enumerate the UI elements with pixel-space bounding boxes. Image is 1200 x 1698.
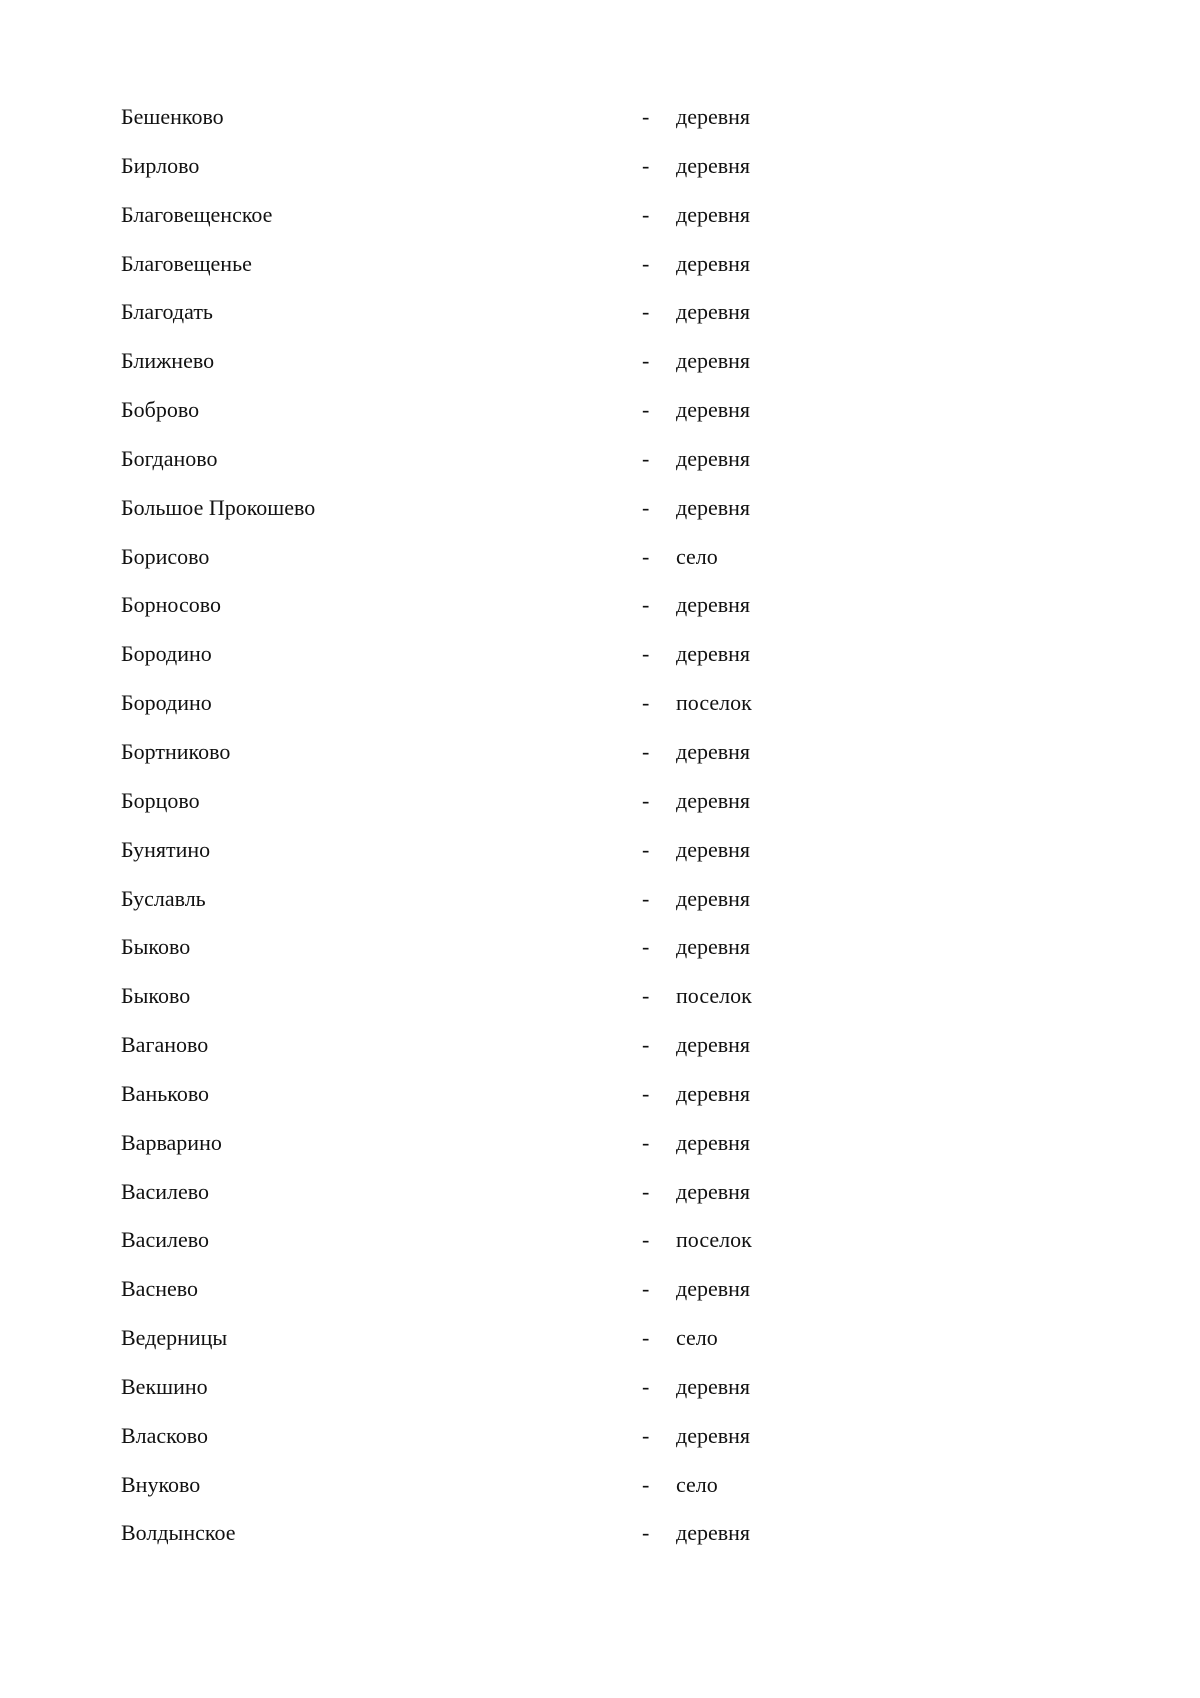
list-item <box>0 397 1200 446</box>
separator-dash: - <box>642 299 650 325</box>
separator-dash: - <box>642 690 650 716</box>
settlement-type: деревня <box>676 1129 751 1155</box>
settlement-type: деревня <box>676 152 751 178</box>
separator-dash: - <box>642 1227 650 1253</box>
settlement-name: Векшино <box>121 1373 208 1399</box>
settlement-type: деревня <box>676 787 751 813</box>
settlement-name: Василево <box>121 1227 209 1253</box>
list-item <box>0 446 1200 495</box>
separator-dash: - <box>642 1032 650 1058</box>
settlement-name: Богданово <box>121 445 218 471</box>
settlement-type: деревня <box>676 1373 751 1399</box>
separator-dash: - <box>642 1471 650 1497</box>
settlement-name: Волдынское <box>121 1520 236 1546</box>
settlement-name: Буславль <box>121 885 206 911</box>
settlement-type: деревня <box>676 1276 751 1302</box>
separator-dash: - <box>642 1422 650 1448</box>
settlement-type: село <box>676 543 718 569</box>
list-item <box>0 739 1200 788</box>
separator-dash: - <box>642 397 650 423</box>
separator-dash: - <box>642 1178 650 1204</box>
settlement-type: деревня <box>676 738 751 764</box>
settlement-type: деревня <box>676 1178 751 1204</box>
separator-dash: - <box>642 1129 650 1155</box>
list-item <box>0 495 1200 544</box>
settlement-name: Ближнево <box>121 348 215 374</box>
settlement-name: Варварино <box>121 1129 222 1155</box>
separator-dash: - <box>642 885 650 911</box>
settlement-name: Благовещенье <box>121 250 252 276</box>
settlement-type: село <box>676 1471 718 1497</box>
settlement-type: деревня <box>676 1080 751 1106</box>
separator-dash: - <box>642 1080 650 1106</box>
settlement-name: Ваганово <box>121 1032 209 1058</box>
separator-dash: - <box>642 250 650 276</box>
settlement-name: Борцово <box>121 787 200 813</box>
list-item <box>0 1472 1200 1521</box>
settlement-type: село <box>676 1325 718 1351</box>
settlement-type: деревня <box>676 885 751 911</box>
settlement-type: деревня <box>676 348 751 374</box>
separator-dash: - <box>642 152 650 178</box>
settlement-type: деревня <box>676 201 751 227</box>
list-item <box>0 983 1200 1032</box>
separator-dash: - <box>642 836 650 862</box>
settlement-type: деревня <box>676 494 751 520</box>
settlement-type: деревня <box>676 1032 751 1058</box>
settlement-name: Благовещенское <box>121 201 273 227</box>
settlement-type: деревня <box>676 1422 751 1448</box>
list-item <box>0 592 1200 641</box>
settlement-type: деревня <box>676 445 751 471</box>
list-item <box>0 202 1200 251</box>
list-item <box>0 886 1200 935</box>
settlement-type: поселок <box>676 690 752 716</box>
settlement-name: Быково <box>121 934 191 960</box>
list-item <box>0 348 1200 397</box>
settlement-type: деревня <box>676 641 751 667</box>
list-item <box>0 1374 1200 1423</box>
separator-dash: - <box>642 738 650 764</box>
settlement-name: Бородино <box>121 641 212 667</box>
settlement-name: Бортниково <box>121 738 231 764</box>
settlement-name: Бородино <box>121 690 212 716</box>
settlement-name: Быково <box>121 983 191 1009</box>
list-item <box>0 153 1200 202</box>
separator-dash: - <box>642 787 650 813</box>
list-item <box>0 1130 1200 1179</box>
list-item <box>0 934 1200 983</box>
separator-dash: - <box>642 1520 650 1546</box>
settlement-name: Бешенково <box>121 104 224 129</box>
list-item <box>0 1179 1200 1228</box>
settlement-type: деревня <box>676 592 751 618</box>
settlement-name: Ведерницы <box>121 1325 228 1351</box>
settlement-type: поселок <box>676 983 752 1009</box>
separator-dash: - <box>642 641 650 667</box>
settlement-type: деревня <box>676 934 751 960</box>
settlement-type: деревня <box>676 104 751 129</box>
separator-dash: - <box>642 983 650 1009</box>
list-item <box>0 1227 1200 1276</box>
list-item <box>0 544 1200 593</box>
settlement-list <box>0 104 1200 1569</box>
settlement-name: Василево <box>121 1178 209 1204</box>
list-item <box>0 1081 1200 1130</box>
list-item <box>0 690 1200 739</box>
settlement-name: Ваньково <box>121 1080 210 1106</box>
list-item <box>0 104 1200 153</box>
settlement-name: Власково <box>121 1422 208 1448</box>
separator-dash: - <box>642 592 650 618</box>
settlement-name: Большое Прокошево <box>121 494 316 520</box>
separator-dash: - <box>642 1373 650 1399</box>
separator-dash: - <box>642 543 650 569</box>
list-item <box>0 1276 1200 1325</box>
separator-dash: - <box>642 445 650 471</box>
settlement-name: Внуково <box>121 1471 201 1497</box>
list-item <box>0 1032 1200 1081</box>
separator-dash: - <box>642 348 650 374</box>
list-item <box>0 251 1200 300</box>
separator-dash: - <box>642 1325 650 1351</box>
settlement-type: деревня <box>676 299 751 325</box>
settlement-name: Васнево <box>121 1276 198 1302</box>
settlement-type: деревня <box>676 836 751 862</box>
separator-dash: - <box>642 494 650 520</box>
settlement-name: Боброво <box>121 397 200 423</box>
separator-dash: - <box>642 934 650 960</box>
settlement-name: Борносово <box>121 592 221 618</box>
separator-dash: - <box>642 1276 650 1302</box>
settlement-type: деревня <box>676 397 751 423</box>
settlement-name: Благодать <box>121 299 213 325</box>
separator-dash: - <box>642 104 650 129</box>
list-item <box>0 788 1200 837</box>
settlement-name: Борисово <box>121 543 210 569</box>
settlement-name: Бунятино <box>121 836 211 862</box>
list-item <box>0 1423 1200 1472</box>
list-item <box>0 1520 1200 1569</box>
settlement-type: деревня <box>676 1520 751 1546</box>
settlement-name: Бирлово <box>121 152 200 178</box>
list-item <box>0 837 1200 886</box>
settlement-type: деревня <box>676 250 751 276</box>
list-item <box>0 299 1200 348</box>
list-item <box>0 641 1200 690</box>
list-item <box>0 1325 1200 1374</box>
separator-dash: - <box>642 201 650 227</box>
settlement-type: поселок <box>676 1227 752 1253</box>
